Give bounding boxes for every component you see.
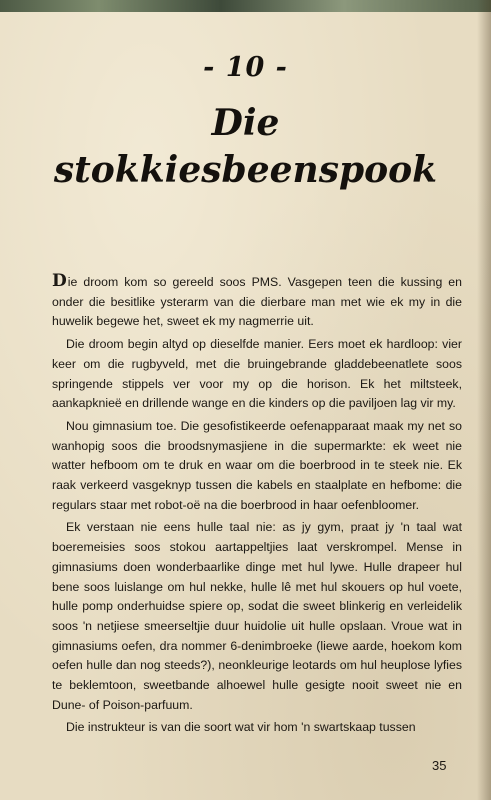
chapter-title: [0, 100, 491, 194]
page-number: 35: [432, 758, 447, 773]
paragraph-1: [52, 273, 462, 332]
chapter-title-line-1: Die: [211, 102, 280, 144]
paragraph-5: Die instrukteur is van die soort wat vir hom 'n swartskaap tussen: [66, 720, 416, 735]
paragraph-1-text: ie droom kom so gereeld soos PMS. Vasgepen teen die kussing en onder die besitlike ysterarm van die dierbare man met wie ek my in die huwelik begewe het, sweet ek my nagmerrie uit.: [52, 275, 462, 329]
drop-cap: D: [52, 271, 67, 291]
book-cover-edge: [0, 0, 491, 12]
paragraph-3: Nou gimnasium toe. Die gesofistikeerde oefenapparaat maak my net so wanhopig soos die broodsnymasjiene in die supermarkte: ek weet nie watter hefboom om te druk en waar om die boerbrood in te steek nie. Ek raak verkeerd vasgeknyp tussen die kabels en staalplate en hefbome: die regulars staar met robot-oë na die boerbrood in haar oefenbloomer.: [52, 418, 462, 512]
chapter-number: - 10 -: [203, 52, 288, 83]
paragraph-2: Die droom begin altyd op dieselfde manier. Eers moet ek hardloop: vier keer om die rugbyveld, met die bruingebrande gladdebeenatlete soos springende stippels ver voor my op die horison. Ek het miltsteek, aankapknieë en drillende wange en die kinders op die paviljoen lag vir my.: [52, 337, 462, 411]
paragraph-4: Ek verstaan nie eens hulle taal nie: as jy gym, praat jy 'n taal wat boeremeisies soos stokou aartappeltjies laat verskrompel. Mense in gimnasiums doen wonderbaarlike dinge met hul lywe. Hulle drapeer hul bene soos luislange om hul nekke, hulle lê met hul skouers op hul voete, hulle pomp onderhuidse spiere op, sodat die sweet blinkerig en verleidelik soos 'n netjiese smeerseltjie duur huidolie uit hulle opslaan. Vroue wat in gimnasiums oefen, dra nommer 6-denimbroeke (liewe aarde, hoekom kom oefen hulle dan nog steeds?), neonkleurige leotards om hul heuplose lyfies te beklemtoon, sweetbande alhoewel hulle gesigte nooit sweet nie en Dune- of Poison-parfuum.: [52, 520, 462, 712]
body-text: [52, 273, 462, 738]
chapter-title-line-2: stokkiesbeenspook: [53, 149, 438, 191]
